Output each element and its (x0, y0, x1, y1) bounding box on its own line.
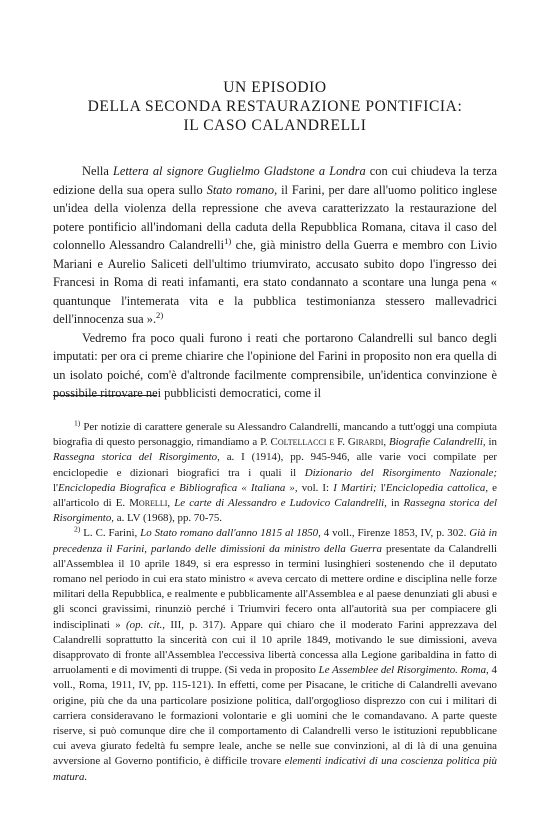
text-run-italic: Lettera al signore Guglielmo Gladstone a Londra (112, 164, 366, 178)
title-line-1: UN EPISODIO (223, 79, 327, 96)
text-run-italic: Le Assemblee del Risorgimento. Roma, (318, 664, 489, 677)
text-run: che, già ministro della Guerra e membro con Livio Mariani e Aurelio Saliceti dell'ultimo triumvirato, accusato subito dopo l'ingresso dei Francesi in Roma di reati infamanti, era stato condannato a scontare una lunga pena « quantunque l'intemerata vita e la pubblica testimonianza stessero mallevadrici dell'innocenza sua ». (53, 238, 497, 326)
text-run-italic: (op. cit., (126, 618, 165, 631)
text-run: vol. I: (297, 481, 334, 494)
text-run: presentate da Calandrelli all'Assemblea il 10 aprile 1849, si era espresso in termini lusinghieri sostenendo che il deputato romano nel periodo in cui era stato ministro « aveva cercato di mettere ordine e disciplina nelle forze militari della Repubblica, e realmente e pubblicamente all'Assemblea e al paese denunziati gli abusi e gli sconci gravissimi, rinunziò perché i Triumviri fecero onta all'autorità sua per compiacere gli indisciplinati » (53, 542, 497, 631)
text-run: 4 voll., Roma, 1911, IV, pp. 115-121). In effetti, come per Pisacane, le critiche di Calandrelli avevano origine, più che da una particolare posizione politica, dall'orgoglioso disprezzo con cui i militari di carriera consideravano le formazioni volontarie e gli uomini che le comandavano. A parte queste riserve, si può comunque dire che il comportamento di Calandrelli verso le istituzioni repubblicane cui aveva giurato fedeltà fu sempre leale, anche se nelle sue convinzioni, al di là di una genuina avversione al Governo pontificio, è difficile trovare (53, 664, 497, 768)
text-run: in (485, 436, 497, 449)
author-name: E. Morelli, (115, 497, 171, 510)
text-run-italic: Biografie Calandrelli, (389, 436, 486, 449)
body-text (53, 162, 497, 403)
footnote-ref-1: 1) (224, 235, 232, 246)
text-run-italic: Stato romano, (206, 182, 278, 197)
paragraph-2: Vedremo fra poco quali furono i reati che portarono Calandrelli sul banco degli imputati: per ora ci preme chiarire che l'opinione del Farini in proposito non era quella di un isolato poiché, com'è d'altronde facilmente comprensibile, un'identica convinzione è possibile ritrovare nei pubblicisti democratici, come il (53, 330, 497, 400)
text-run-italic: Rassegna storica del Risorgimento, (53, 497, 498, 525)
text-run-italic: Dizionario del Risorgimento Nazionale; (304, 466, 497, 479)
footnote-ref-2: 2) (156, 309, 164, 320)
title-line-2: DELLA SECONDA RESTAURAZIONE PONTIFICIA: (87, 98, 463, 115)
footnote-2 (53, 526, 497, 784)
text-run: L. C. Farini, (80, 527, 141, 540)
text-run: con cui chiudeva la terza edizione della sua opera sullo (53, 164, 497, 197)
paragraph-1 (53, 162, 497, 329)
text-run: l' (376, 481, 386, 494)
footnote-number: 1) (74, 418, 81, 428)
text-run-italic: Lo Stato romano dall'anno 1815 al 1850, (140, 527, 321, 540)
text-run: l' (53, 481, 58, 494)
text-run-italic: Già in precedenza il Farini, parlando delle dimissioni da ministro della Guerra (53, 527, 498, 555)
text-run: il Farini, per dare all'uomo politico inglese un'idea della violenza della repressione che aveva caratterizzato la restaurazione del potere pontificio all'indomani della caduta della Repubblica Romana, citava il caso del colonnello Alessandro Calandrelli (53, 182, 497, 252)
footnote-number: 2) (74, 524, 81, 534)
title-line-3: IL CASO CALANDRELLI (183, 117, 367, 134)
text-run-italic: Le carte di Alessandro e Ludovico Calandrelli, (174, 497, 387, 510)
footnote-1 (53, 420, 497, 526)
author-name: P. Coltellacci e F. Girardi, (260, 436, 387, 449)
footnote-separator (53, 395, 157, 396)
text-run: Nella (82, 164, 113, 178)
text-run: Per notizie di carattere generale su Alessandro Calandrelli, mancando a tutt'oggi una compiuta biografia di questo personaggio, rimandiamo a (53, 421, 497, 449)
text-run: a. LV (1968), pp. 70-75. (114, 512, 223, 525)
text-run: III, p. 317). Appare qui chiaro che il moderato Farini apprezzava del Calandrelli soprattutto la sincerità con cui il 10 aprile 1849, motivando le sue dimissioni, aveva disapprovato di fronte all'Assemblea l'eccessiva libertà concessa alla Legione garibaldina in fatto di arruolamenti e di movimenti di truppe. (Si veda in proposito (53, 618, 497, 677)
text-run-italic: Enciclopedia Biografica e Bibliografica « Italiana », (58, 481, 298, 494)
text-run-italic: Enciclopedia cattolica, (385, 481, 489, 494)
text-run-italic: Rassegna storica del Risorgimento, (53, 451, 220, 464)
text-run: in (386, 497, 404, 510)
text-run: e all'articolo di (53, 481, 498, 510)
text-run-italic: I Martiri; (333, 481, 377, 494)
text-run: 4 voll., Firenze 1853, IV, p. 302. (320, 527, 470, 540)
text-run-italic: elementi indicativi di una coscienza politica più matura. (53, 755, 497, 783)
text-run: a. I (1914), pp. 945-946, alle varie voci compilate per enciclopedie e dizionari biografici tra i quali il (53, 451, 497, 479)
footnotes (53, 420, 497, 785)
